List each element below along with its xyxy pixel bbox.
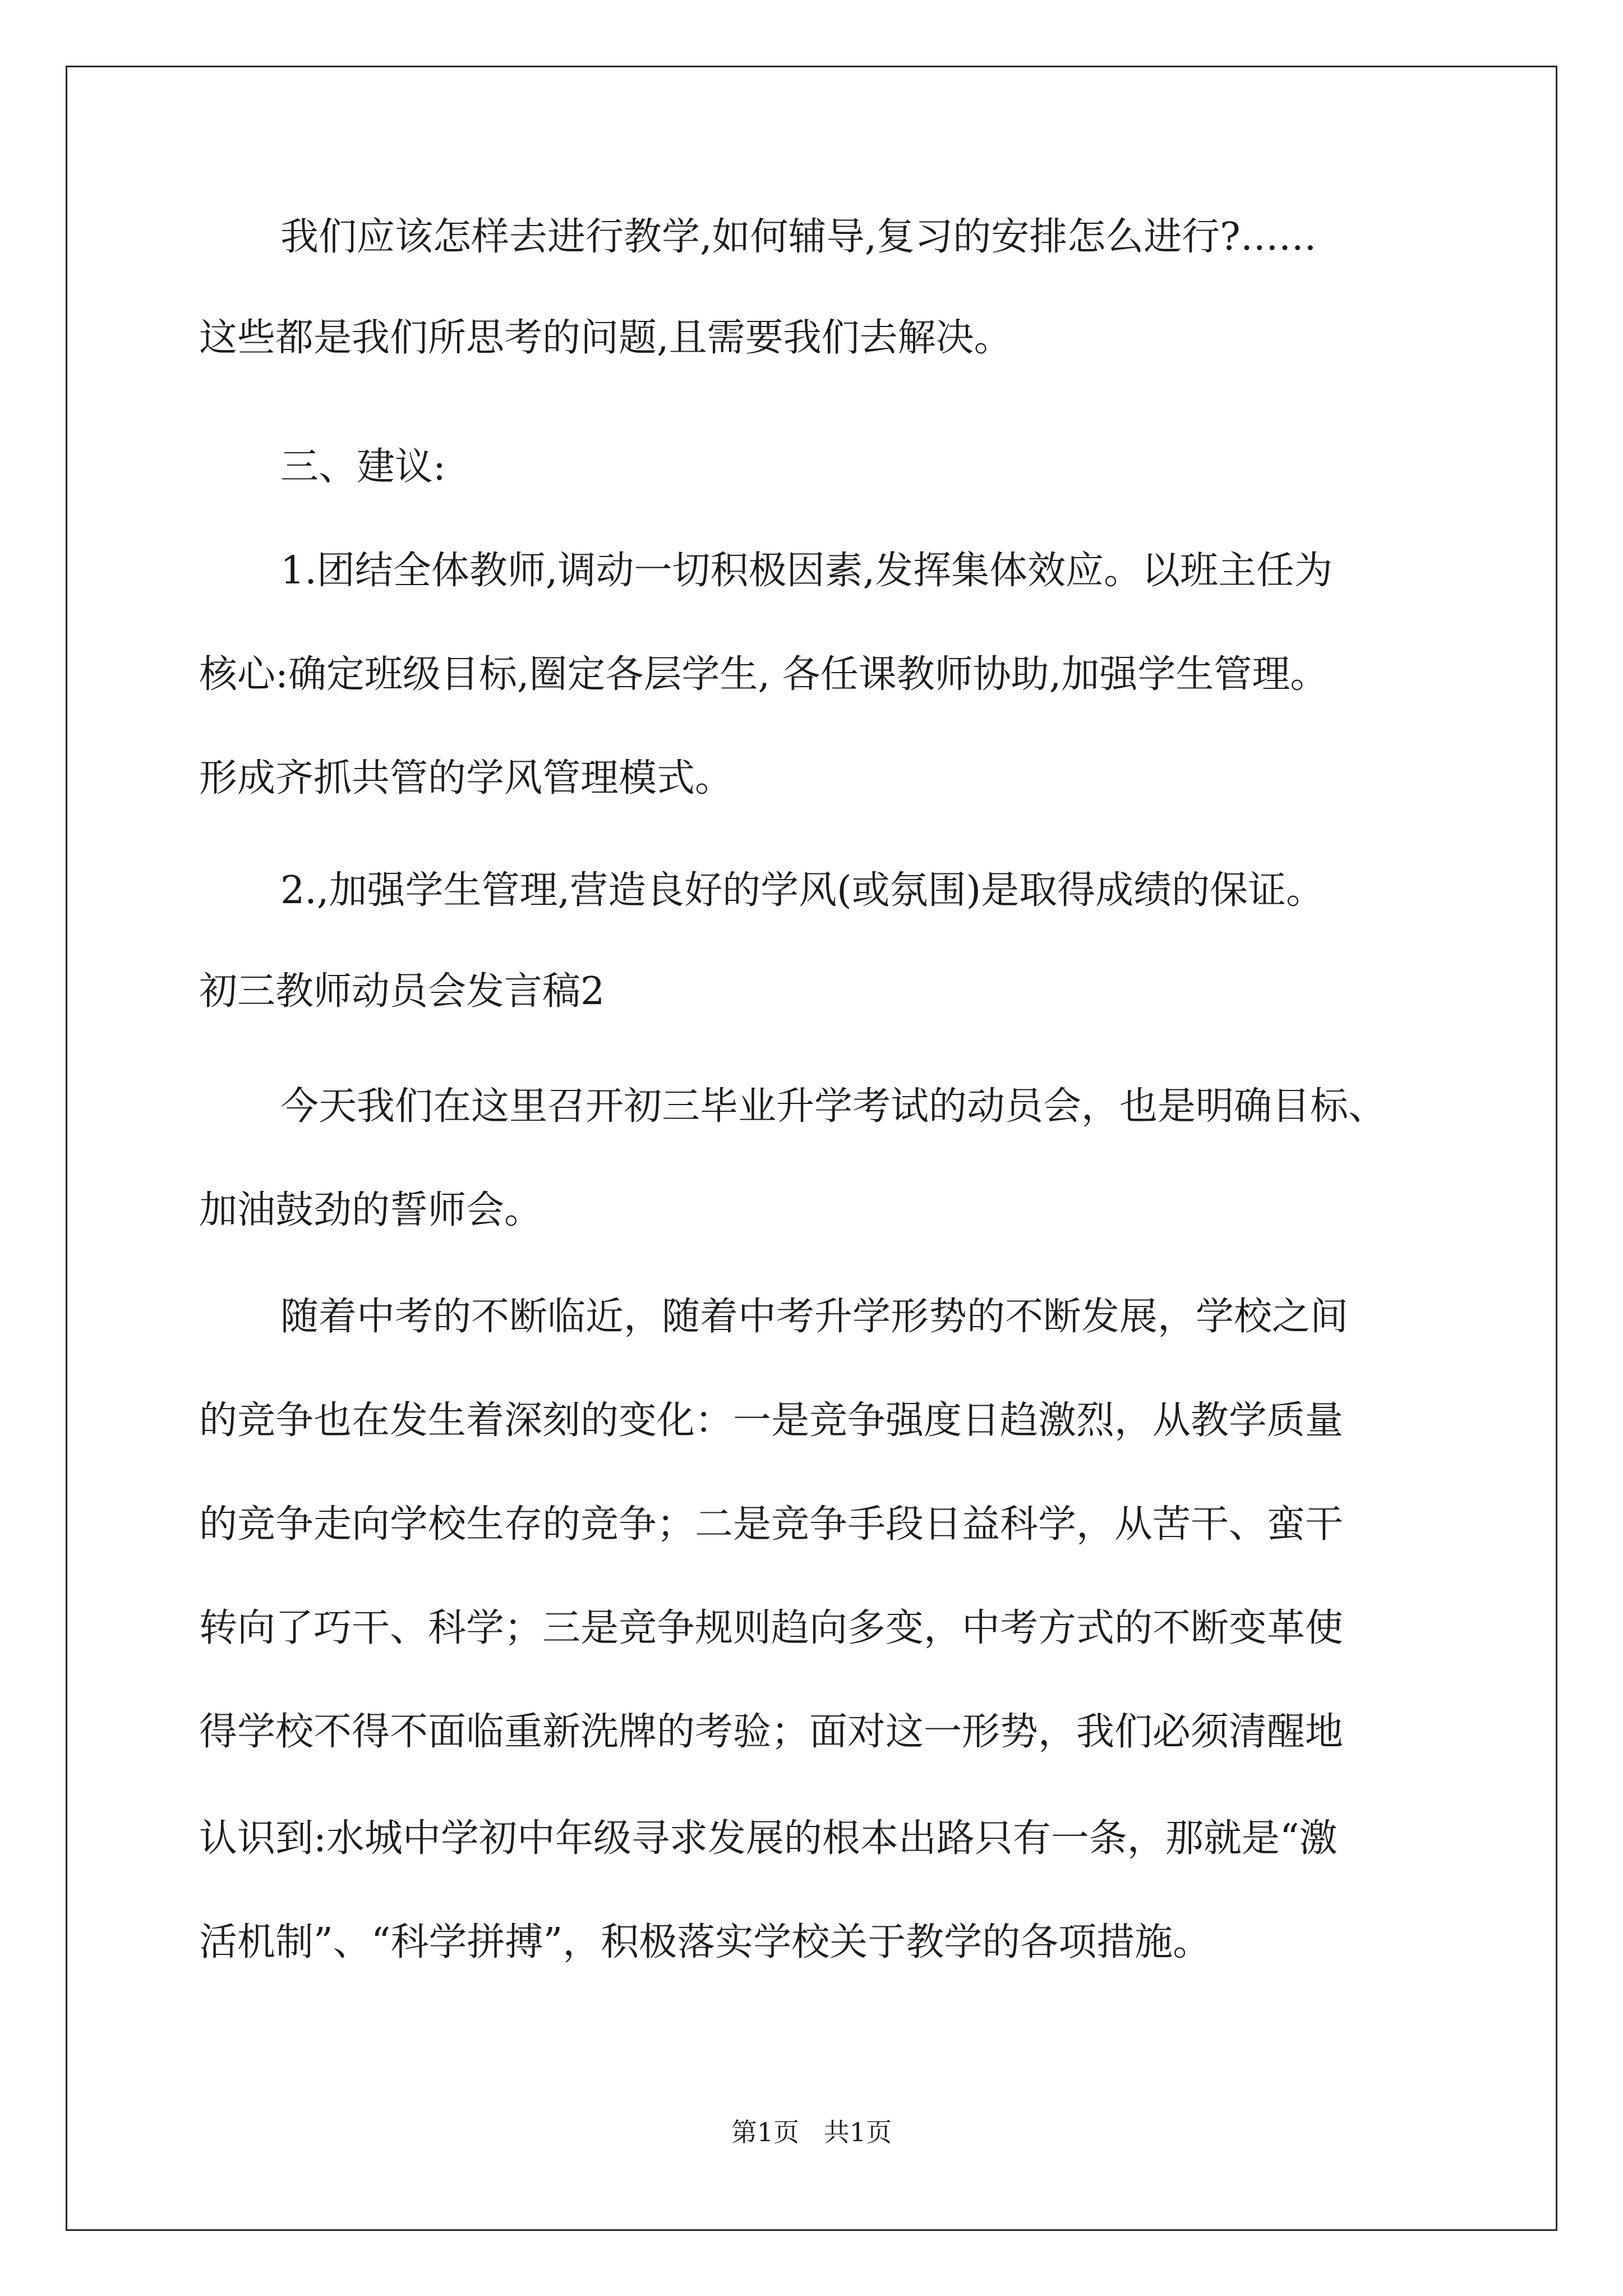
page-number: 第1页 共1页: [731, 2117, 892, 2147]
paragraph-line: 的竞争走向学校生存的竞争；二是竞争手段日益科学，从苦干、蛮干: [199, 1502, 1344, 1547]
paragraph-line: 认识到:水城中学初中年级寻求发展的根本出路只有一条，那就是“激: [199, 1816, 1338, 1861]
paragraph-line: 的竞争也在发生着深刻的变化：一是竞争强度日趋激烈，从教学质量: [199, 1398, 1344, 1443]
page-border: [66, 66, 1557, 2231]
paragraph-line: 得学校不得不面临重新洗牌的考验；面对这一形势，我们必须清醒地: [199, 1710, 1344, 1754]
document-title: 初三教师动员会发言稿2: [199, 969, 605, 1014]
paragraph-line: 2.,加强学生管理,营造良好的学风(或氛围)是取得成绩的保证。: [280, 868, 1325, 913]
paragraph-line: 核心:确定班级目标,圈定各层学生, 各任课教师协助,加强学生管理。: [199, 652, 1329, 697]
paragraph-line: 形成齐抓共管的学风管理模式。: [199, 756, 734, 800]
paragraph-line: 1.团结全体教师,调动一切积极因素,发挥集体效应。以班主任为: [280, 549, 1333, 593]
paragraph-line: 这些都是我们所思考的问题,且需要我们去解决。: [199, 316, 1012, 360]
paragraph-line: 随着中考的不断临近，随着中考升学形势的不断发展，学校之间: [280, 1295, 1349, 1339]
paragraph-line: 活机制”、“科学拼搏”，积极落实学校关于教学的各项措施。: [199, 1920, 1211, 1964]
paragraph-line: 我们应该怎样去进行教学,如何辅导,复习的安排怎么进行?……: [280, 215, 1317, 259]
paragraph-line: 加油鼓劲的誓师会。: [199, 1188, 543, 1232]
paragraph-line: 转向了巧干、科学；三是竞争规则趋向多变，中考方式的不断变革使: [199, 1606, 1344, 1650]
paragraph-line: 今天我们在这里召开初三毕业升学考试的动员会，也是明确目标、: [280, 1084, 1387, 1129]
section-heading: 三、建议:: [280, 445, 446, 489]
